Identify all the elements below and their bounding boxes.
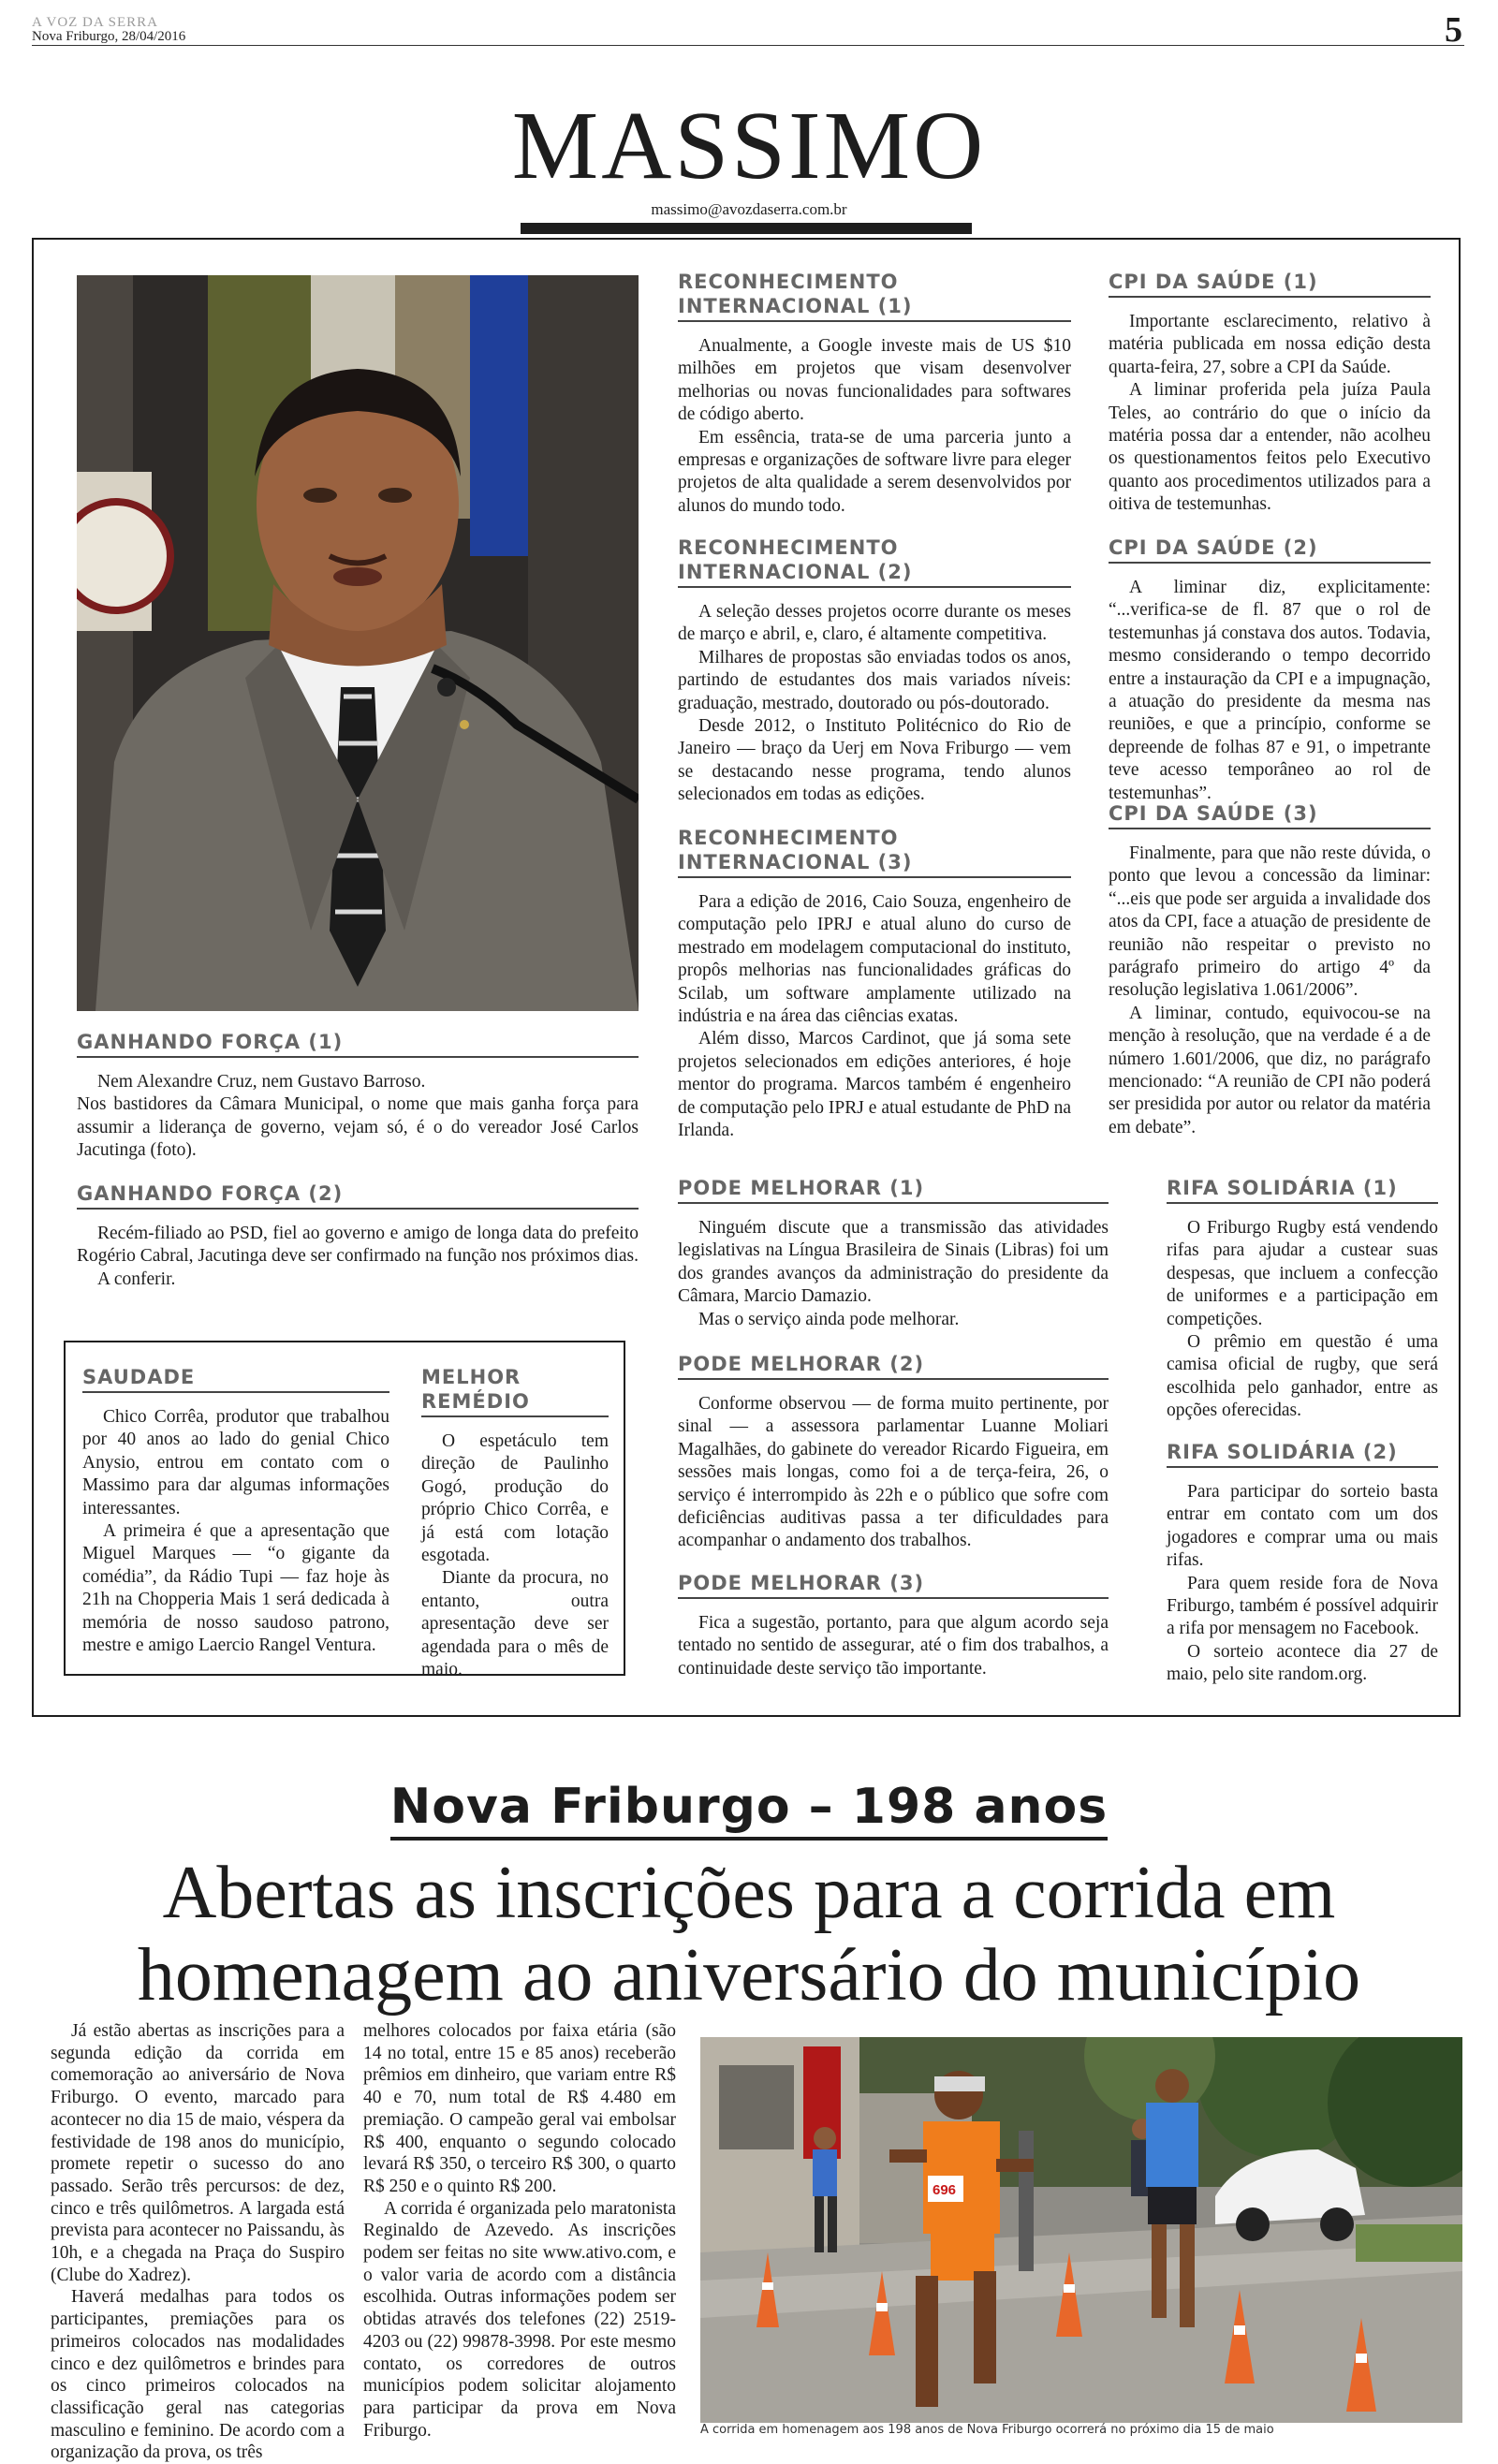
section-reconhecimento-3: [678, 826, 1071, 1142]
section-cpi-saude-2: [1109, 535, 1431, 805]
section-paragraph: Mas o serviço ainda pode melhorar.: [698, 1309, 960, 1329]
section-title: RECONHECIMENTO INTERNACIONAL (3): [678, 826, 1071, 878]
section-title: SAUDADE: [82, 1365, 389, 1393]
councilman-photo: [77, 275, 639, 1011]
section-title: GANHANDO FORÇA (2): [77, 1181, 639, 1210]
race-bib-number: 696: [933, 2182, 957, 2198]
article-column-1: [51, 2020, 345, 2464]
section-rifa-solidaria-1: [1167, 1176, 1438, 1423]
section-title: MELHOR REMÉDIO: [421, 1365, 609, 1417]
section-paragraph: Finalmente, para que não reste dúvida, o ponto que levou a concessão da liminar: “...eis que pode ser arguida a invalidade dos atos da CPI, face a atuação de presidente de reunião não respeitar o previsto no parágrafo primeiro do artigo 4º da resolução legislativa 1.061/2006”.: [1109, 843, 1431, 1001]
section-reconhecimento-2: [678, 535, 1071, 807]
section-paragraph: O prêmio em questão é uma camisa oficial de rugby, que será escolhida pelo ganhador, entre as opções oferecidas.: [1167, 1332, 1438, 1421]
race-photo: [700, 2037, 1462, 2423]
section-paragraph: Fica a sugestão, portanto, para que algum acordo seja tentado no sentido de assegurar, até o fim dos trabalhos, a continuidade deste serviço tão importante.: [678, 1613, 1109, 1679]
header-rule: [32, 45, 1464, 46]
publication-name: A VOZ DA SERRA: [32, 15, 158, 30]
section-paragraph: Além disso, Marcos Cardinot, que já soma sete projetos selecionados em edições anteriores, é hoje mentor do programa. Marcos também é engenheiro de computação pelo IPRJ e atual estudante de PhD na Irlanda.: [678, 1029, 1071, 1141]
article-kicker-text: Nova Friburgo – 198 anos: [390, 1779, 1108, 1841]
section-title: CPI DA SAÚDE (3): [1109, 801, 1431, 829]
section-title: CPI DA SAÚDE (1): [1109, 270, 1431, 298]
section-saudade: [82, 1365, 389, 1657]
section-paragraph: Ninguém discute que a transmissão das atividades legislativas na Língua Brasileira de Sinais (Libras) foi um dos grandes avanços da administração do presidente da Câmara, Marcio Damazio.: [678, 1218, 1109, 1307]
column-title: MASSIMO: [511, 92, 987, 199]
section-cpi-saude-3: [1109, 801, 1431, 1139]
article-kicker: [0, 1779, 1498, 1835]
section-paragraph: A liminar diz, explicitamente: “...verifica-se de fl. 87 que o rol de testemunhas já constava dos autos. Todavia, mesmo considerando o tempo decorrido entre a instauração da CPI e a impugnação, a atuação do presidente da mesma nas reuniões, e que a princípio, conforme se depreende de folhas 87 e 91, o impetrante teve acesso temporâneo ao rol de testemunhas”.: [1109, 578, 1431, 803]
section-paragraph: A conferir.: [97, 1269, 176, 1289]
article-paragraph: A corrida é organizada pelo maratonista Reginaldo de Azevedo. As inscrições podem ser feitas no site www.ativo.com, e o valor varia de acordo com a distância escolhida. Outras informações podem ser obtidas através dos telefones (22) 2519-4203 ou (22) 99878-3998. Por este mesmo contato, os corredores de outros municípios podem solicitar alojamento para participar da prova em Nova Friburgo.: [363, 2198, 676, 2441]
column-email: massimo@avozdaserra.com.br: [651, 200, 847, 218]
section-paragraph: Nem Alexandre Cruz, nem Gustavo Barroso.: [97, 1072, 426, 1092]
section-paragraph: Recém-filiado ao PSD, fiel ao governo e amigo de longa data do prefeito Rogério Cabral, Jacutinga deve ser confirmado na função nos próximos dias.: [77, 1224, 639, 1267]
section-title: PODE MELHORAR (3): [678, 1571, 1109, 1599]
article-column-2: [363, 2020, 676, 2442]
section-paragraph: Conforme observou — de forma muito pertinente, por sinal — a assessora parlamentar Luanne Moliari Magalhães, do gabinete do vereador Ricardo Figueira, em sessões mais longas, como foi a de terça-feira, 26, o serviço é interrompido às 22h e o público que sofre com deficiências auditivas passa a ter dificuldades para acompanhar o andamento dos trabalhos.: [678, 1394, 1109, 1551]
section-title: RIFA SOLIDÁRIA (1): [1167, 1176, 1438, 1204]
section-paragraph: O Friburgo Rugby está vendendo rifas para ajudar a custear suas despesas, que incluem a confecção de uniformes e a participação em competições.: [1167, 1218, 1438, 1329]
section-paragraph: Milhares de propostas são enviadas todos os anos, partindo de estudantes dos mais variados níveis: graduação, mestrado, doutorado ou pós-doutorado.: [678, 647, 1071, 713]
section-paragraph: Chico Corrêa, produtor que trabalhou por 40 anos ao lado do genial Chico Anysio, entrou em contato com o Massimo para dar algumas informações interessantes.: [82, 1407, 389, 1518]
section-paragraph: Diante da procura, no entanto, outra apresentação deve ser agendada para o mês de maio.: [421, 1568, 609, 1680]
section-rifa-solidaria-2: [1167, 1440, 1438, 1687]
section-paragraph: Em essência, trata-se de uma parceria junto a empresas e organizações de software livre para eleger projetos de alta qualidade a serem desenvolvidos por alunos do mundo todo.: [678, 427, 1071, 516]
section-paragraph: O espetáculo tem direção de Paulinho Gogó, produção do próprio Chico Corrêa, e já está com lotação esgotada.: [421, 1431, 609, 1566]
section-title: CPI DA SAÚDE (2): [1109, 535, 1431, 564]
section-paragraph: Nos bastidores da Câmara Municipal, o nome que mais ganha força para assumir a liderança de governo, vejam só, é o do vereador José Carlos Jacutinga (foto).: [77, 1094, 639, 1161]
section-pode-melhorar-2: [678, 1352, 1109, 1553]
article-paragraph: Haverá medalhas para todos os participantes, premiações para os primeiros colocados nas modalidades cinco e dez quilômetros e brindes para os cinco primeiros colocados na classificação geral nas categorias masculino e feminino. De acordo com a organização da prova, os três: [51, 2287, 345, 2463]
section-paragraph: Para a edição de 2016, Caio Souza, engenheiro de computação pelo IPRJ e atual aluno do curso de mestrado em modelagem computacional do instituto, propôs melhorias nas funcionalidades gráficas do Scilab, um software amplamente utilizado na indústria e na área das ciências exatas.: [678, 892, 1071, 1027]
section-ganhando-forca-2: [77, 1181, 639, 1291]
section-paragraph: A liminar, contudo, equivocou-se na menção à resolução, que na verdade é a de número 1.601/2006, que diz, no parágrafo mencionado: “A reunião de CPI não poderá ser presidida por autor ou relator da matéria em debate”.: [1109, 1003, 1431, 1137]
section-reconhecimento-1: [678, 270, 1071, 518]
section-pode-melhorar-3: [678, 1571, 1109, 1680]
article-paragraph: melhores colocados por faixa etária (são 14 no total, entre 15 e 85 anos) receberão prêmios em dinheiro, que variam entre R$ 40 e 70, num total de R$ 4.480 em premiação. O campeão geral vai embolsar R$ 400, enquanto o segundo colocado levará R$ 350, o terceiro R$ 300, o quarto R$ 250 e o quinto R$ 200.: [363, 2021, 676, 2196]
section-title: GANHANDO FORÇA (1): [77, 1030, 639, 1058]
section-paragraph: Para quem reside fora de Nova Friburgo, também é possível adquirir a rifa por mensagem no Facebook.: [1167, 1573, 1438, 1639]
section-paragraph: A primeira é que a apresentação que Miguel Marques — “o gigante da comédia”, da Rádio Tupi — faz hoje às 21h na Chopperia Mais 1 será dedicada à memória de nosso saudoso patrono, mestre e amigo Laercio Rangel Ventura.: [82, 1521, 389, 1656]
section-melhor-remedio: [421, 1365, 609, 1681]
section-title: PODE MELHORAR (1): [678, 1176, 1109, 1204]
section-title: RECONHECIMENTO INTERNACIONAL (2): [678, 535, 1071, 588]
section-cpi-saude-1: [1109, 270, 1431, 517]
article-headline: Abertas as inscrições para a corrida em homenagem ao aniversário do município: [137, 1852, 1361, 2017]
section-paragraph: A seleção desses projetos ocorre durante os meses de março e abril, e, claro, é altamente competitiva.: [678, 602, 1071, 645]
section-paragraph: Para participar do sorteio basta entrar em contato com um dos jogadores e comprar uma ou mais rifas.: [1167, 1482, 1438, 1571]
section-paragraph: Importante esclarecimento, relativo à matéria publicada em nossa edição desta quarta-feira, 27, sobre a CPI da Saúde.: [1109, 312, 1431, 377]
section-title: RIFA SOLIDÁRIA (2): [1167, 1440, 1438, 1468]
article-paragraph: Já estão abertas as inscrições para a segunda edição da corrida em comemoração ao aniversário de Nova Friburgo. O evento, marcado para acontecer no dia 15 de maio, véspera da festividade de 198 anos do município, promete repetir o sucesso do ano passado. Serão três percursos: de dez, cinco e três quilômetros. A largada está prevista para acontecer no Paissandu, às 10h, e a chegada na Praça do Suspiro (Clube do Xadrez).: [51, 2021, 345, 2285]
race-photo-illustration: [700, 2037, 1462, 2423]
page-number: 5: [1445, 10, 1462, 50]
section-ganhando-forca-1: [77, 1030, 639, 1163]
section-paragraph: Anualmente, a Google investe mais de US $10 milhões em projetos que visam desenvolver melhorias ou novas funcionalidades para softwares de código aberto.: [678, 336, 1071, 425]
section-paragraph: O sorteio acontece dia 27 de maio, pelo site random.org.: [1167, 1641, 1438, 1685]
section-paragraph: A liminar proferida pela juíza Paula Teles, ao contrário do que o início da matéria possa dar a entender, não acolheu os questionamentos feitos pelo Executivo quanto aos procedimentos utilizados para a oitiva de testemunhas.: [1109, 380, 1431, 515]
section-pode-melhorar-1: [678, 1176, 1109, 1331]
race-photo-caption: A corrida em homenagem aos 198 anos de Nova Friburgo ocorrerá no próximo dia 15 de maio: [700, 2423, 1274, 2437]
edition-date: Nova Friburgo, 28/04/2016: [32, 29, 186, 44]
councilman-photo-illustration: [77, 275, 639, 1011]
column-title-rule: [521, 223, 972, 234]
section-title: RECONHECIMENTO INTERNACIONAL (1): [678, 270, 1071, 322]
section-title: PODE MELHORAR (2): [678, 1352, 1109, 1380]
section-paragraph: Desde 2012, o Instituto Politécnico do Rio de Janeiro — braço da Uerj em Nova Friburgo — vem se destacando nesse programa, tendo alunos selecionados em todas as edições.: [678, 716, 1071, 805]
